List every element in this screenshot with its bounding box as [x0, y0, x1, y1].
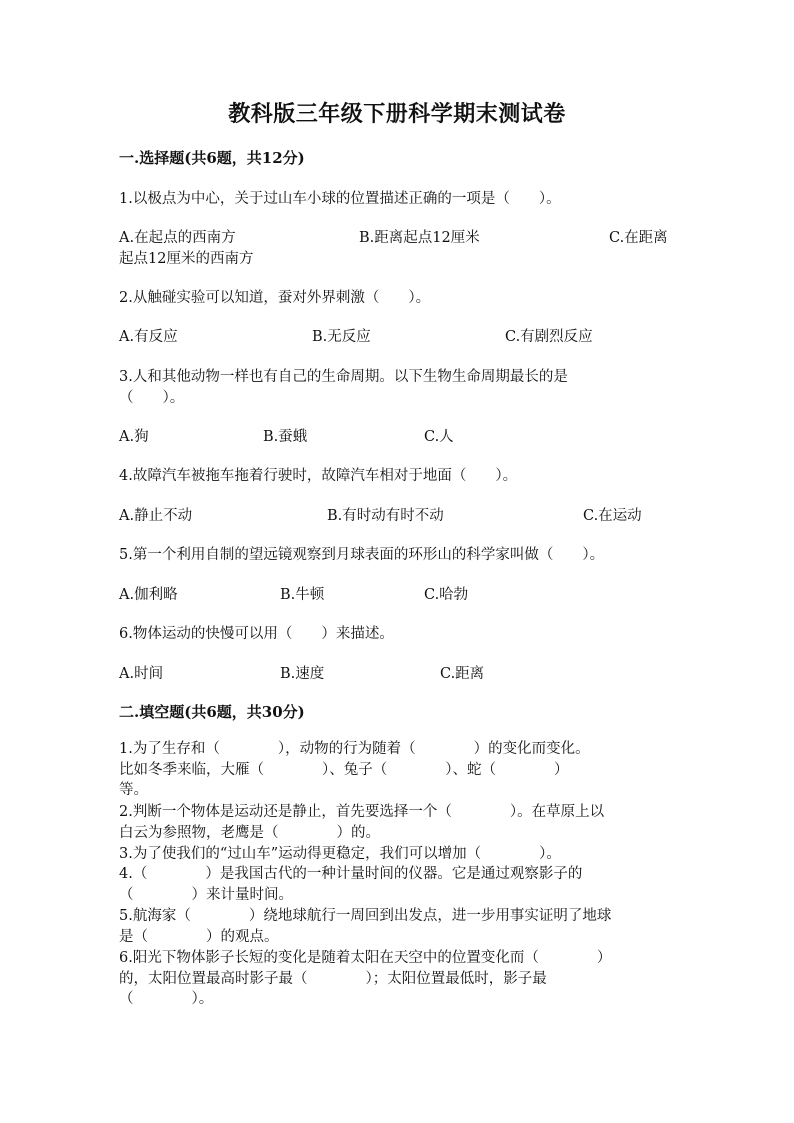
- fill-item-1-line-2: 比如冬季来临，大雁（ ）、兔子（ ）、蛇（ ）: [119, 761, 569, 778]
- fill-item-4-line-1: 4.（ ）是我国古代的一种计量时间的仪器。它是通过观察影子的: [119, 866, 583, 882]
- page-title: 教科版三年级下册科学期末测试卷: [228, 101, 566, 127]
- question-5-option-b: B.牛顿: [280, 587, 325, 603]
- question-1-option-c: C.在距离: [609, 230, 668, 246]
- fill-item-6: [119, 948, 679, 1010]
- question-1-option-b: B.距离起点12厘米: [359, 230, 480, 246]
- question-2-stem: 2.从触碰实验可以知道，蚕对外界刺激（ ）。: [119, 290, 431, 306]
- fill-item-6-line-3: （ ）。: [119, 991, 214, 1007]
- question-6-option-a: A.时间: [119, 666, 164, 682]
- question-1-stem: 1.以极点为中心，关于过山车小球的位置描述正确的一项是（ ）。: [119, 191, 561, 207]
- question-3-option-c: C.人: [424, 429, 454, 445]
- fill-item-2-line-1: 2.判断一个物体是运动还是静止，首先要选择一个（ ）。在草原上以: [119, 804, 605, 820]
- question-2-option-c: C.有剧烈反应: [505, 329, 593, 345]
- fill-item-6-line-1: 6.阳光下物体影子长短的变化是随着太阳在天空中的位置变化而（ ）: [119, 950, 612, 966]
- fill-item-1-line-1: 1.为了生存和（ ），动物的行为随着（ ）的变化而变化。: [119, 741, 590, 757]
- fill-item-5-line-1: 5.航海家（ ）绕地球航行一周回到出发点，进一步用事实证明了地球: [119, 908, 612, 924]
- question-4-option-a: A.静止不动: [119, 508, 193, 524]
- fill-item-6-line-2: 的，太阳位置最高时影子最（ ）；太阳位置最低时，影子最: [119, 970, 547, 987]
- question-6-option-c: C.距离: [440, 666, 485, 682]
- fill-item-4-line-2: （ ）来计量时间。: [119, 886, 293, 903]
- fill-item-4: [119, 864, 679, 905]
- question-5-stem: 5.第一个利用自制的望远镜观察到月球表面的环形山的科学家叫做（ ）。: [119, 547, 605, 563]
- question-1-option-a: A.在起点的西南方: [119, 230, 236, 246]
- fill-item-2: [119, 802, 679, 843]
- section-heading-fill: 二.填空题(共6题，共30分): [119, 703, 305, 721]
- fill-item-3: [119, 844, 679, 865]
- fill-item-1: [119, 739, 679, 801]
- question-3-option-a: A.狗: [119, 429, 149, 445]
- section-heading-choice: 一.选择题(共6题，共12分): [119, 149, 305, 167]
- question-2-option-a: A.有反应: [119, 329, 178, 345]
- question-3-option-b: B.蚕蛾: [263, 429, 308, 445]
- question-6-stem: 6.物体运动的快慢可以用（ ）来描述。: [119, 626, 394, 642]
- question-5-option-a: A.伽利略: [119, 587, 178, 603]
- question-4-option-b: B.有时动有时不动: [327, 508, 444, 524]
- fill-item-2-line-2: 白云为参照物，老鹰是（ ）的。: [119, 824, 380, 841]
- question-3-stem: 3.人和其他动物一样也有自己的生命周期。以下生物生命周期最长的是: [119, 369, 568, 385]
- fill-item-5: [119, 906, 679, 947]
- question-4-option-c: C.在运动: [583, 508, 642, 524]
- question-4-stem: 4.故障汽车被拖车拖着行驶时，故障汽车相对于地面（ ）。: [119, 468, 518, 484]
- question-2-option-b: B.无反应: [312, 329, 371, 345]
- fill-item-5-line-2: 是（ ）的观点。: [119, 928, 279, 945]
- question-5-option-c: C.哈勃: [424, 587, 469, 603]
- fill-item-3-line-1: 3.为了使我们的“过山车”运动得更稳定，我们可以增加（ ）。: [119, 846, 561, 862]
- question-1-option-c-continuation: 起点12厘米的西南方: [119, 251, 254, 267]
- question-6-option-b: B.速度: [280, 666, 325, 682]
- question-3-stem-continuation: （ ）。: [119, 390, 185, 406]
- fill-item-1-line-3: 等。: [119, 782, 148, 798]
